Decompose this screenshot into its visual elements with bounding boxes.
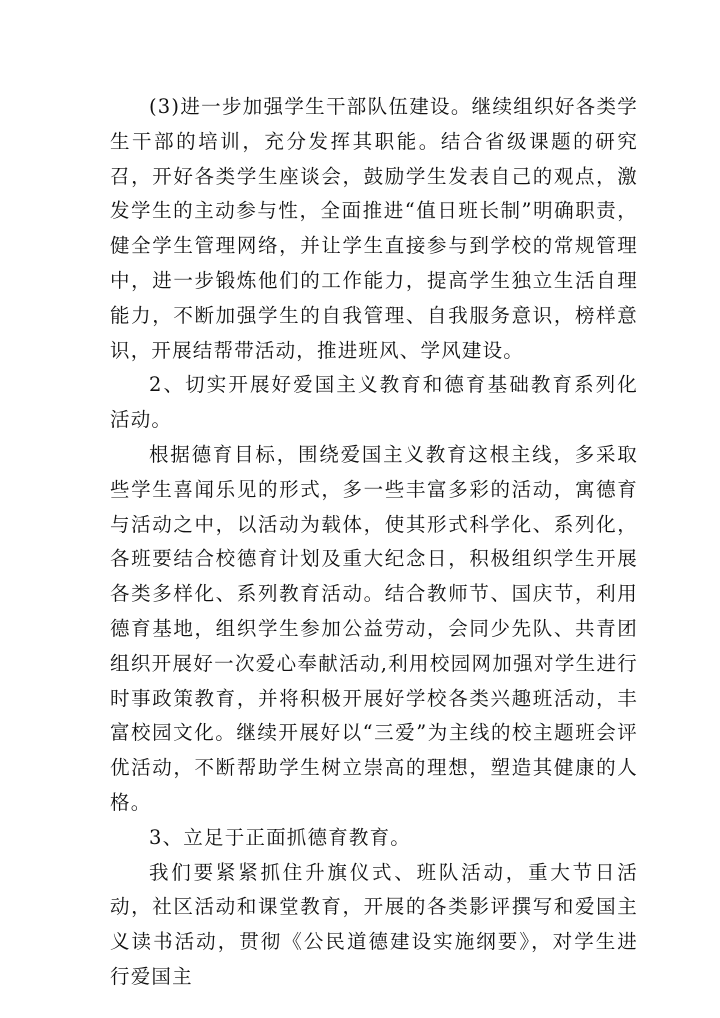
document-body <box>110 90 638 995</box>
paragraph-flag-ceremony: 我们要紧紧抓住升旗仪式、班队活动，重大节日活动，社区活动和课堂教育，开展的各类影评撰写和爱国主义读书活动，贯彻《公民道德建设实施纲要》，对学生进行爱国主 <box>110 860 638 988</box>
paragraph-student-cadre: (3)进一步加强学生干部队伍建设。继续组织好各类学生干部的培训，充分发挥其职能。结合省级课题的研究召，开好各类学生座谈会，鼓励学生发表自己的观点，激发学生的主动参与性，全面推进“值日班长制”明确职责，健全学生管理网络，并让学生直接参与到学校的常规管理中，进一步锻炼他们的工作能力，提高学生独立生活自理能力，不断加强学生的自我管理、自我服务意识，榜样意识，开展结帮带活动，推进班风、学风建设。 <box>110 95 638 362</box>
paragraph-heading-positive-education: 3、立足于正面抓德育教育。 <box>149 825 412 849</box>
paragraph-heading-patriotic-education: 2、切实开展好爱国主义教育和德育基础教育系列化活动。 <box>110 373 638 432</box>
paragraph-moral-goals: 根据德育目标，围绕爱国主义教育这根主线，多采取些学生喜闻乐见的形式，多一些丰富多彩的活动，寓德育与活动之中，以活动为载体，使其形式科学化、系列化，各班要结合校德育计划及重大纪念日，积极组织学生开展各类多样化、系列教育活动。结合教师节、国庆节，利用德育基地，组织学生参加公益劳动，会同少先队、共青团组织开展好一次爱心奉献活动,利用校园网加强对学生进行时事政策教育，并将积极开展好学校各类兴趣班活动，丰富校园文化。继续开展好以“三爱”为主线的校主题班会评优活动，不断帮助学生树立崇高的理想，塑造其健康的人格。 <box>110 442 638 814</box>
